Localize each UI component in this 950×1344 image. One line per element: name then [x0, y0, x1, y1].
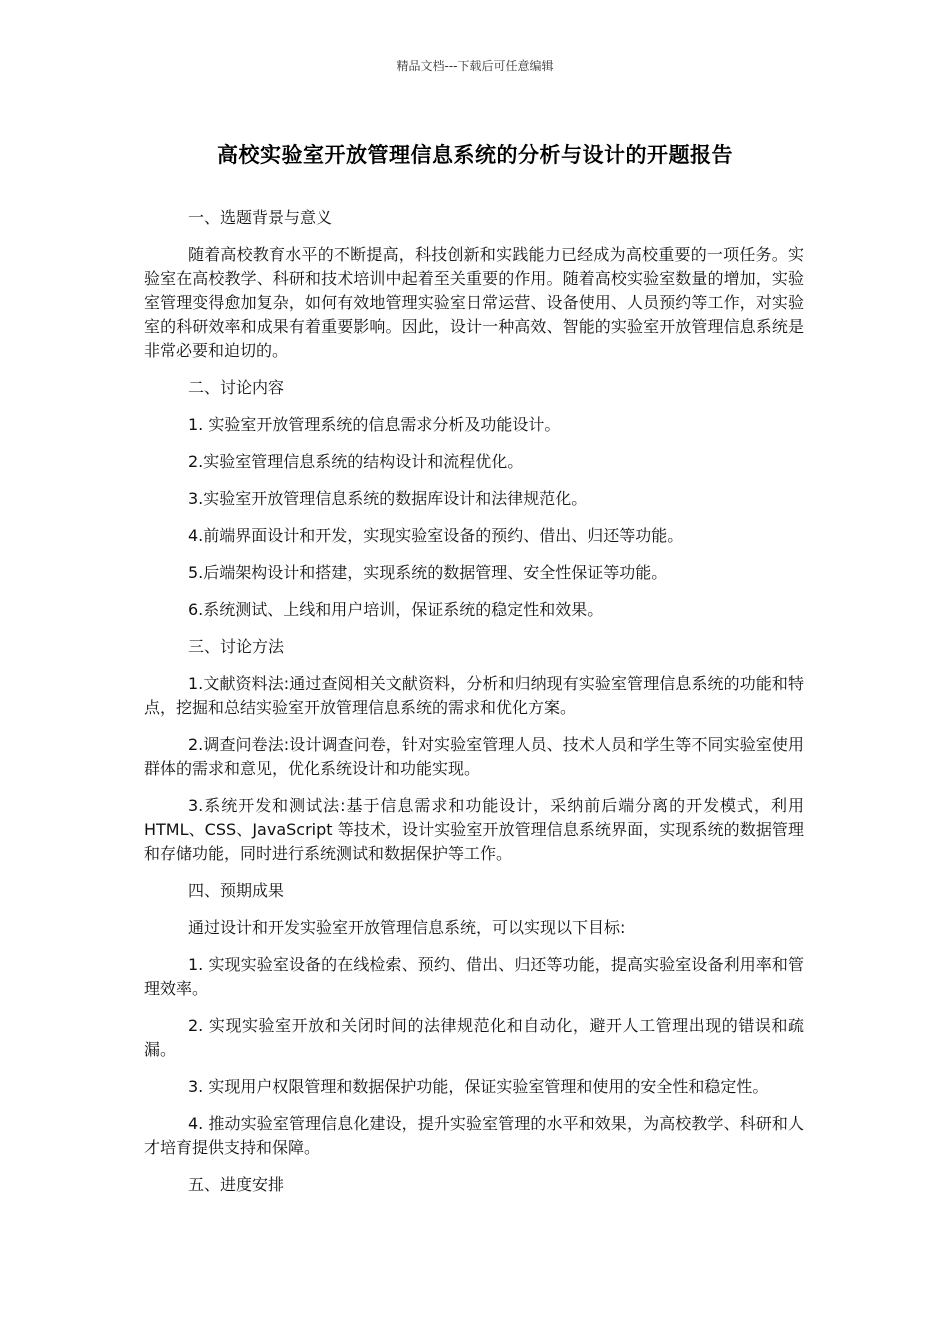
- outcomes-intro: 通过设计和开发实验室开放管理信息系统，可以实现以下目标:: [188, 918, 626, 937]
- section-heading-background: 一、选题背景与意义: [188, 208, 333, 227]
- section-heading-methods: 三、讨论方法: [188, 637, 285, 656]
- content-item-5: 5.后端架构设计和搭建，实现系统的数据管理、安全性保证等功能。: [188, 563, 668, 582]
- method-item-3: 3.系统开发和测试法:基于信息需求和功能设计，采纳前后端分离的开发模式，利用 HTML、CSS、JavaScript 等技术，设计实验室开放管理信息系统界面，实现系统的数据管理和存储功能，同时进行系统测试和数据保护等工作。: [144, 796, 804, 863]
- outcome-item-3: 3. 实现用户权限管理和数据保护功能，保证实验室管理和使用的安全性和稳定性。: [188, 1077, 769, 1096]
- outcome-item-4: 4. 推动实验室管理信息化建设，提升实验室管理的水平和效果，为高校教学、科研和人才培育提供支持和保障。: [144, 1114, 804, 1157]
- method-item-2: 2.调查问卷法:设计调查问卷，针对实验室管理人员、技术人员和学生等不同实验室使用群体的需求和意见，优化系统设计和功能实现。: [144, 735, 804, 778]
- section-heading-schedule: 五、进度安排: [188, 1175, 285, 1194]
- document-body: [144, 206, 804, 1210]
- background-paragraph: 随着高校教育水平的不断提高，科技创新和实践能力已经成为高校重要的一项任务。实验室在高校教学、科研和技术培训中起着至关重要的作用。随着高校实验室数量的增加，实验室管理变得愈加复杂，如何有效地管理实验室日常运营、设备使用、人员预约等工作，对实验室的科研效率和成果有着重要影响。因此，设计一种高效、智能的实验室开放管理信息系统是非常必要和迫切的。: [144, 245, 804, 360]
- section-heading-content: 二、讨论内容: [188, 378, 285, 397]
- content-item-3: 3.实验室开放管理信息系统的数据库设计和法律规范化。: [188, 489, 588, 508]
- content-item-1: 1. 实验室开放管理系统的信息需求分析及功能设计。: [188, 415, 561, 434]
- method-item-1: 1.文献资料法:通过查阅相关文献资料，分析和归纳现有实验室管理信息系统的功能和特点，挖掘和总结实验室开放管理信息系统的需求和优化方案。: [144, 674, 804, 717]
- content-item-2: 2.实验室管理信息系统的结构设计和流程优化。: [188, 452, 524, 471]
- content-item-4: 4.前端界面设计和开发，实现实验室设备的预约、借出、归还等功能。: [188, 526, 684, 545]
- section-heading-outcomes: 四、预期成果: [188, 881, 285, 900]
- outcome-item-2: 2. 实现实验室开放和关闭时间的法律规范化和自动化，避开人工管理出现的错误和疏漏。: [144, 1016, 804, 1059]
- content-item-6: 6.系统测试、上线和用户培训，保证系统的稳定性和效果。: [188, 600, 604, 619]
- outcome-item-1: 1. 实现实验室设备的在线检索、预约、借出、归还等功能，提高实验室设备利用率和管理效率。: [144, 955, 804, 998]
- page-header-note: 精品文档---下载后可任意编辑: [396, 59, 554, 73]
- document-title: 高校实验室开放管理信息系统的分析与设计的开题报告: [217, 143, 733, 167]
